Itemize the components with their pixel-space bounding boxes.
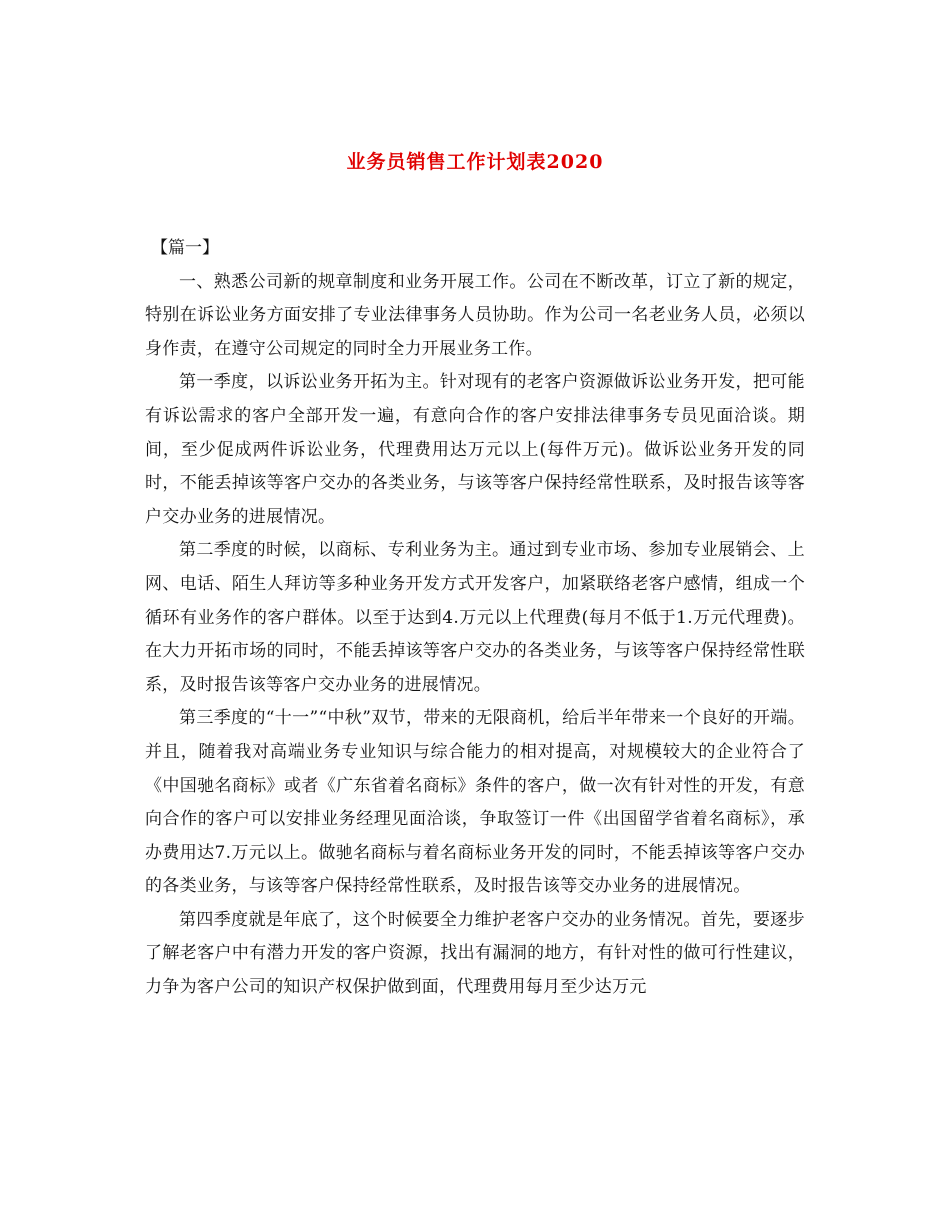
paragraph-q2: 第二季度的时候，以商标、专利业务为主。通过到专业市场、参加专业展销会、上网、电话、陌生人拜访等多种业务开发方式开发客户，加紧联络老客户感情，组成一个循环有业务作的客户群体。以至于达到4.万元以上代理费(每月不低于1.万元代理费)。在大力开拓市场的同时，不能丢掉该等客户交办的各类业务，与该等客户保持经常性联系，及时报告该等客户交办业务的进展情况。 — [145, 540, 805, 695]
paragraph-q3: 第三季度的“十一”“中秋”双节，带来的无限商机，给后半年带来一个良好的开端。并且，随着我对高端业务专业知识与综合能力的相对提高，对规模较大的企业符合了《中国驰名商标》或者《广东省着名商标》条件的客户，做一次有针对性的开发，有意向合作的客户可以安排业务经理见面洽谈，争取签订一件《出国留学省着名商标》，承办费用达7.万元以上。做驰名商标与着名商标业务开发的同时，不能丢掉该等客户交办的各类业务，与该等客户保持经常性联系，及时报告该等交办业务的进展情况。 — [145, 708, 805, 897]
paragraph-intro: 一、熟悉公司新的规章制度和业务开展工作。公司在不断改革，订立了新的规定，特别在诉讼业务方面安排了专业法律事务人员协助。作为公司一名老业务人员，必须以身作责，在遵守公司规定的同时全力开展业务工作。 — [145, 271, 805, 359]
paragraph-q4: 第四季度就是年底了，这个时候要全力维护老客户交办的业务情况。首先，要逐步了解老客户中有潜力开发的客户资源，找出有漏洞的地方，有针对性的做可行性建议，力争为客户公司的知识产权保护做到面，代理费用每月至少达万元 — [145, 909, 805, 998]
document-title: 业务员销售工作计划表2020 — [346, 151, 604, 173]
section-heading: 【篇一】 — [151, 238, 219, 258]
document-body — [145, 232, 805, 1005]
paragraph-q1: 第一季度，以诉讼业务开拓为主。针对现有的老客户资源做诉讼业务开发，把可能有诉讼需求的客户全部开发一遍，有意向合作的客户安排法律事务专员见面洽谈。期间，至少促成两件诉讼业务，代理费用达万元以上(每件万元)。做诉讼业务开发的同时，不能丢掉该等客户交办的各类业务，与该等客户保持经常性联系，及时报告该等客户交办业务的进展情况。 — [145, 372, 805, 527]
